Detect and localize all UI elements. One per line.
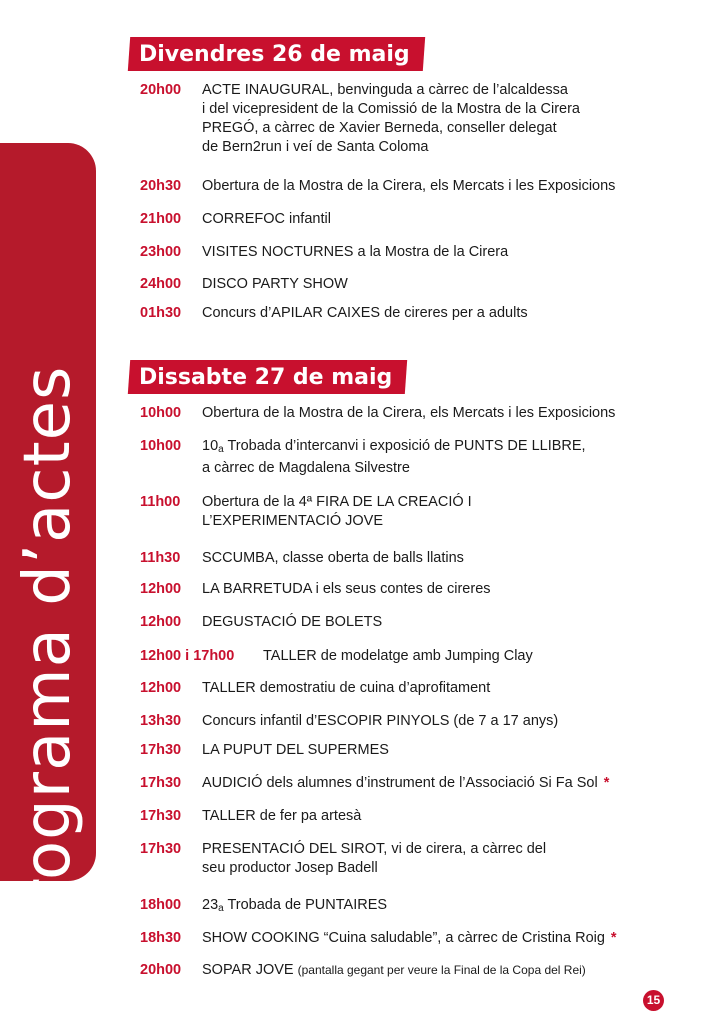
event-desc: CORREFOC infantil	[202, 211, 331, 227]
ordinal-number: 10	[202, 438, 219, 454]
event-time: 11h30	[140, 550, 181, 566]
event-desc-line: i del vicepresident de la Comissió de la Mostra de la Cirera	[202, 101, 580, 117]
event-desc-text: AUDICIÓ dels alumnes d’instrument de l’Associació Si Fa Sol	[202, 775, 598, 791]
event-row	[140, 679, 490, 698]
event-row	[140, 275, 348, 294]
event-desc-line: seu productor Josep Badell	[202, 860, 378, 876]
event-time: 18h30	[140, 930, 182, 946]
event-row	[140, 712, 558, 731]
event-time: 12h00	[140, 581, 182, 597]
event-desc-line: ACTE INAUGURAL, benvinguda a càrrec de l’alcaldessa	[202, 82, 568, 98]
event-time: 12h00 i 17h00	[140, 648, 235, 664]
event-desc	[202, 774, 609, 793]
event-time: 17h30	[140, 775, 182, 791]
event-row	[140, 580, 491, 599]
event-time: 17h30	[140, 808, 182, 824]
event-row	[140, 613, 382, 632]
day-title: Divendres 26 de maig	[139, 41, 410, 67]
event-desc-rest: Trobada d’intercanvi i exposició de PUNTS DE LLIBRE,	[223, 438, 586, 454]
event-time: 10h00	[140, 438, 182, 454]
asterisk-mark: *	[610, 930, 617, 946]
event-desc: LA BARRETUDA i els seus contes de cireres	[202, 581, 491, 597]
event-row	[140, 437, 586, 478]
event-desc	[202, 929, 617, 948]
event-desc: Obertura de la Mostra de la Cirera, els Mercats i les Exposicions	[202, 405, 616, 421]
event-row	[140, 961, 586, 980]
event-row	[140, 741, 389, 760]
event-time: 17h30	[140, 742, 182, 758]
event-desc-line: a càrrec de Magdalena Silvestre	[202, 460, 410, 476]
event-row	[140, 807, 361, 826]
event-note: (pantalla gegant per veure la Final de la Copa del Rei)	[297, 963, 586, 977]
event-time: 20h00	[140, 962, 182, 978]
event-row	[140, 774, 609, 793]
event-row	[140, 840, 546, 878]
event-time: 12h00	[140, 680, 182, 696]
event-desc-line: L’EXPERIMENTACIÓ JOVE	[202, 513, 384, 529]
event-desc-line: PREGÓ, a càrrec de Xavier Berneda, conseller delegat	[202, 120, 557, 136]
event-time: 24h00	[140, 276, 182, 292]
ordinal-suffix: a	[218, 444, 224, 455]
event-row	[140, 243, 508, 262]
event-time: 23h00	[140, 244, 182, 260]
day-title: Dissabte 27 de maig	[139, 364, 393, 390]
event-desc: DISCO PARTY SHOW	[202, 276, 348, 292]
event-desc-rest: Trobada de PUNTAIRES	[223, 897, 388, 913]
event-desc: TALLER demostratiu de cuina d’aprofitament	[202, 680, 491, 696]
event-time: 12h00	[140, 614, 182, 630]
event-desc: TALLER de modelatge amb Jumping Clay	[263, 648, 533, 664]
event-desc: VISITES NOCTURNES a la Mostra de la Cirera	[202, 244, 509, 260]
event-desc-text: SHOW COOKING “Cuina saludable”, a càrrec de Cristina Roig	[202, 930, 605, 946]
day-banner-friday	[128, 37, 425, 71]
page-number-badge: 15	[643, 990, 664, 1011]
event-time: 11h00	[140, 494, 181, 510]
event-desc: Concurs infantil d’ESCOPIR PINYOLS (de 7 a 17 anys)	[202, 713, 559, 729]
event-row	[140, 177, 615, 196]
event-desc: SCCUMBA, classe oberta de balls llatins	[202, 550, 464, 566]
event-desc-line: de Bern2run i veí de Santa Coloma	[202, 139, 429, 155]
event-time: 20h30	[140, 178, 182, 194]
event-desc: PRESENTACIÓ DEL SIROT, vi de cirera, a càrrec del	[202, 841, 547, 857]
event-desc: Concurs d’APILAR CAIXES de cireres per a adults	[202, 305, 528, 321]
event-time: 17h30	[140, 841, 182, 857]
event-time: 13h30	[140, 713, 182, 729]
event-row	[140, 647, 533, 666]
event-desc	[202, 961, 586, 980]
event-time: 01h30	[140, 305, 182, 321]
event-desc	[202, 437, 586, 459]
event-row	[140, 896, 387, 918]
side-title: Programa d’actes	[11, 365, 85, 945]
event-time: 20h00	[140, 82, 182, 98]
event-desc	[202, 896, 387, 918]
event-desc: Obertura de la Mostra de la Cirera, els Mercats i les Exposicions	[202, 178, 616, 194]
event-row	[140, 304, 528, 323]
event-row	[140, 210, 331, 229]
event-row	[140, 404, 615, 423]
event-desc-text: SOPAR JOVE	[202, 962, 294, 978]
event-row	[140, 929, 617, 948]
ordinal-number: 23	[202, 897, 219, 913]
day-banner-saturday	[128, 360, 408, 394]
event-row	[140, 549, 464, 568]
event-row	[140, 81, 580, 157]
event-desc: LA PUPUT DEL SUPERMES	[202, 742, 389, 758]
event-time: 18h00	[140, 897, 182, 913]
event-time: 10h00	[140, 405, 182, 421]
event-desc: TALLER de fer pa artesà	[202, 808, 362, 824]
event-time: 21h00	[140, 211, 182, 227]
event-row	[140, 493, 472, 531]
ordinal-suffix: a	[218, 903, 224, 914]
side-tab	[0, 143, 96, 945]
event-desc: DEGUSTACIÓ DE BOLETS	[202, 614, 383, 630]
event-desc: Obertura de la 4ª FIRA DE LA CREACIÓ I	[202, 494, 472, 510]
asterisk-mark: *	[603, 775, 610, 791]
